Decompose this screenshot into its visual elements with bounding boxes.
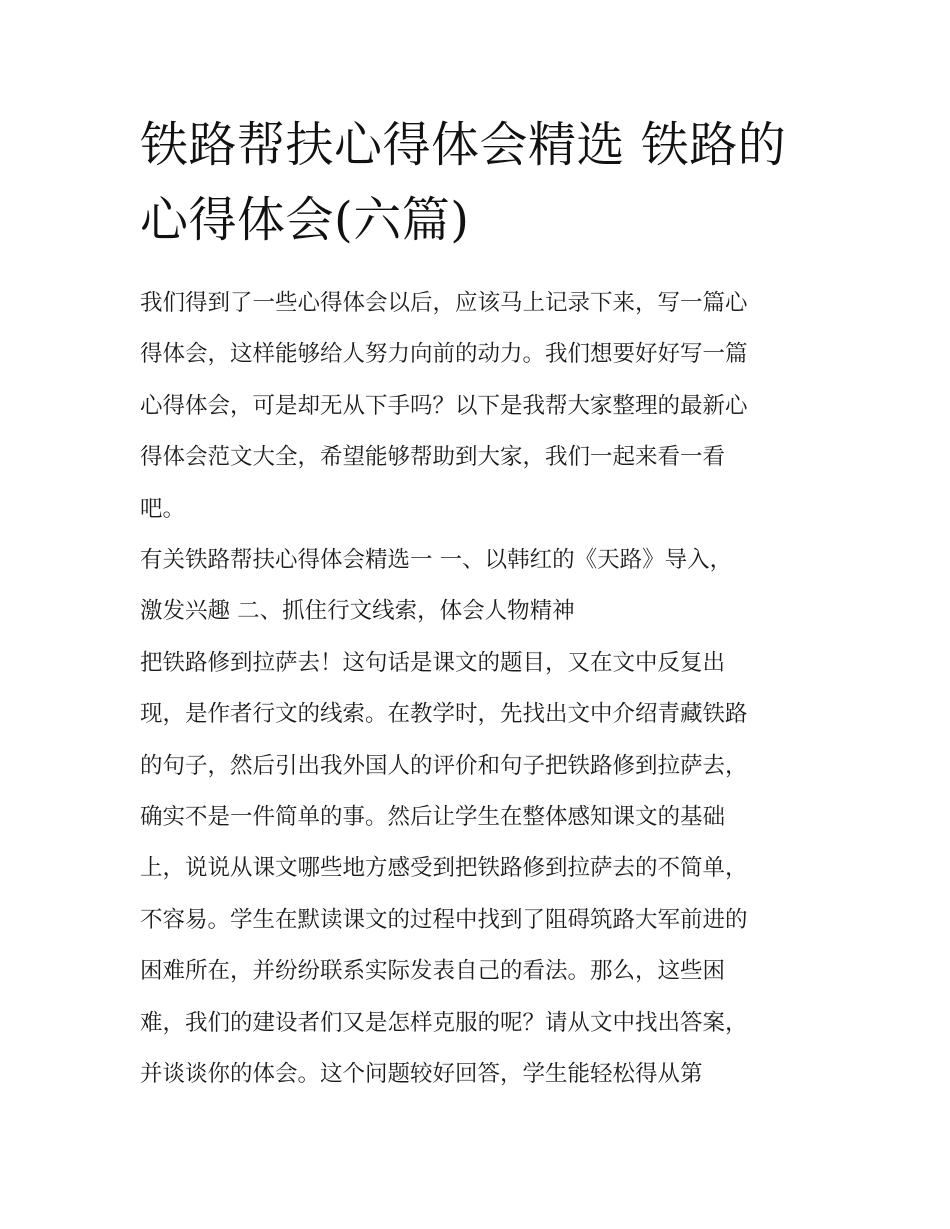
text-line: 激发兴趣 二、抓住行文线索，体会人物精神: [140, 598, 575, 625]
title-line: 心得体会(六篇): [140, 192, 470, 248]
document-title: [140, 108, 812, 258]
section-heading: [140, 535, 812, 638]
title-line: 铁路帮扶心得体会精选 铁路的: [140, 117, 787, 173]
text-line: 并谈谈你的体会。这个问题较好回答，学生能轻松得从第: [140, 1061, 703, 1088]
text-line: 难，我们的建设者们又是怎样克服的呢？请从文中找出答案，: [140, 1009, 748, 1036]
text-line: 吧。: [140, 495, 186, 522]
text-line: 确实不是一件简单的事。然后让学生在整体感知课文的基础: [140, 804, 726, 831]
intro-paragraph: [140, 278, 812, 535]
text-line: 得体会范文大全，希望能够帮助到大家，我们一起来看一看: [140, 444, 726, 471]
text-line: 不容易。学生在默读课文的过程中找到了阻碍筑路大军前进的: [140, 906, 748, 933]
text-line: 上，说说从课文哪些地方感受到把铁路修到拉萨去的不简单，: [140, 855, 748, 882]
body-paragraph: [140, 638, 812, 1101]
document-page: [140, 108, 812, 1101]
text-line: 的句子，然后引出我外国人的评价和句子把铁路修到拉萨去，: [140, 752, 748, 779]
text-line: 现，是作者行文的线索。在教学时，先找出文中介绍青藏铁路: [140, 701, 748, 728]
text-line: 把铁路修到拉萨去！这句话是课文的题目，又在文中反复出: [140, 649, 726, 676]
text-line: 得体会，这样能够给人努力向前的动力。我们想要好好写一篇: [140, 341, 748, 368]
text-line: 心得体会，可是却无从下手吗？以下是我帮大家整理的最新心: [140, 392, 748, 419]
text-line: 我们得到了一些心得体会以后，应该马上记录下来，写一篇心: [140, 290, 748, 316]
text-line: 困难所在，并纷纷联系实际发表自己的看法。那么，这些困: [140, 958, 726, 985]
text-line: 有关铁路帮扶心得体会精选一 一、以韩红的《天路》导入，: [140, 547, 733, 574]
